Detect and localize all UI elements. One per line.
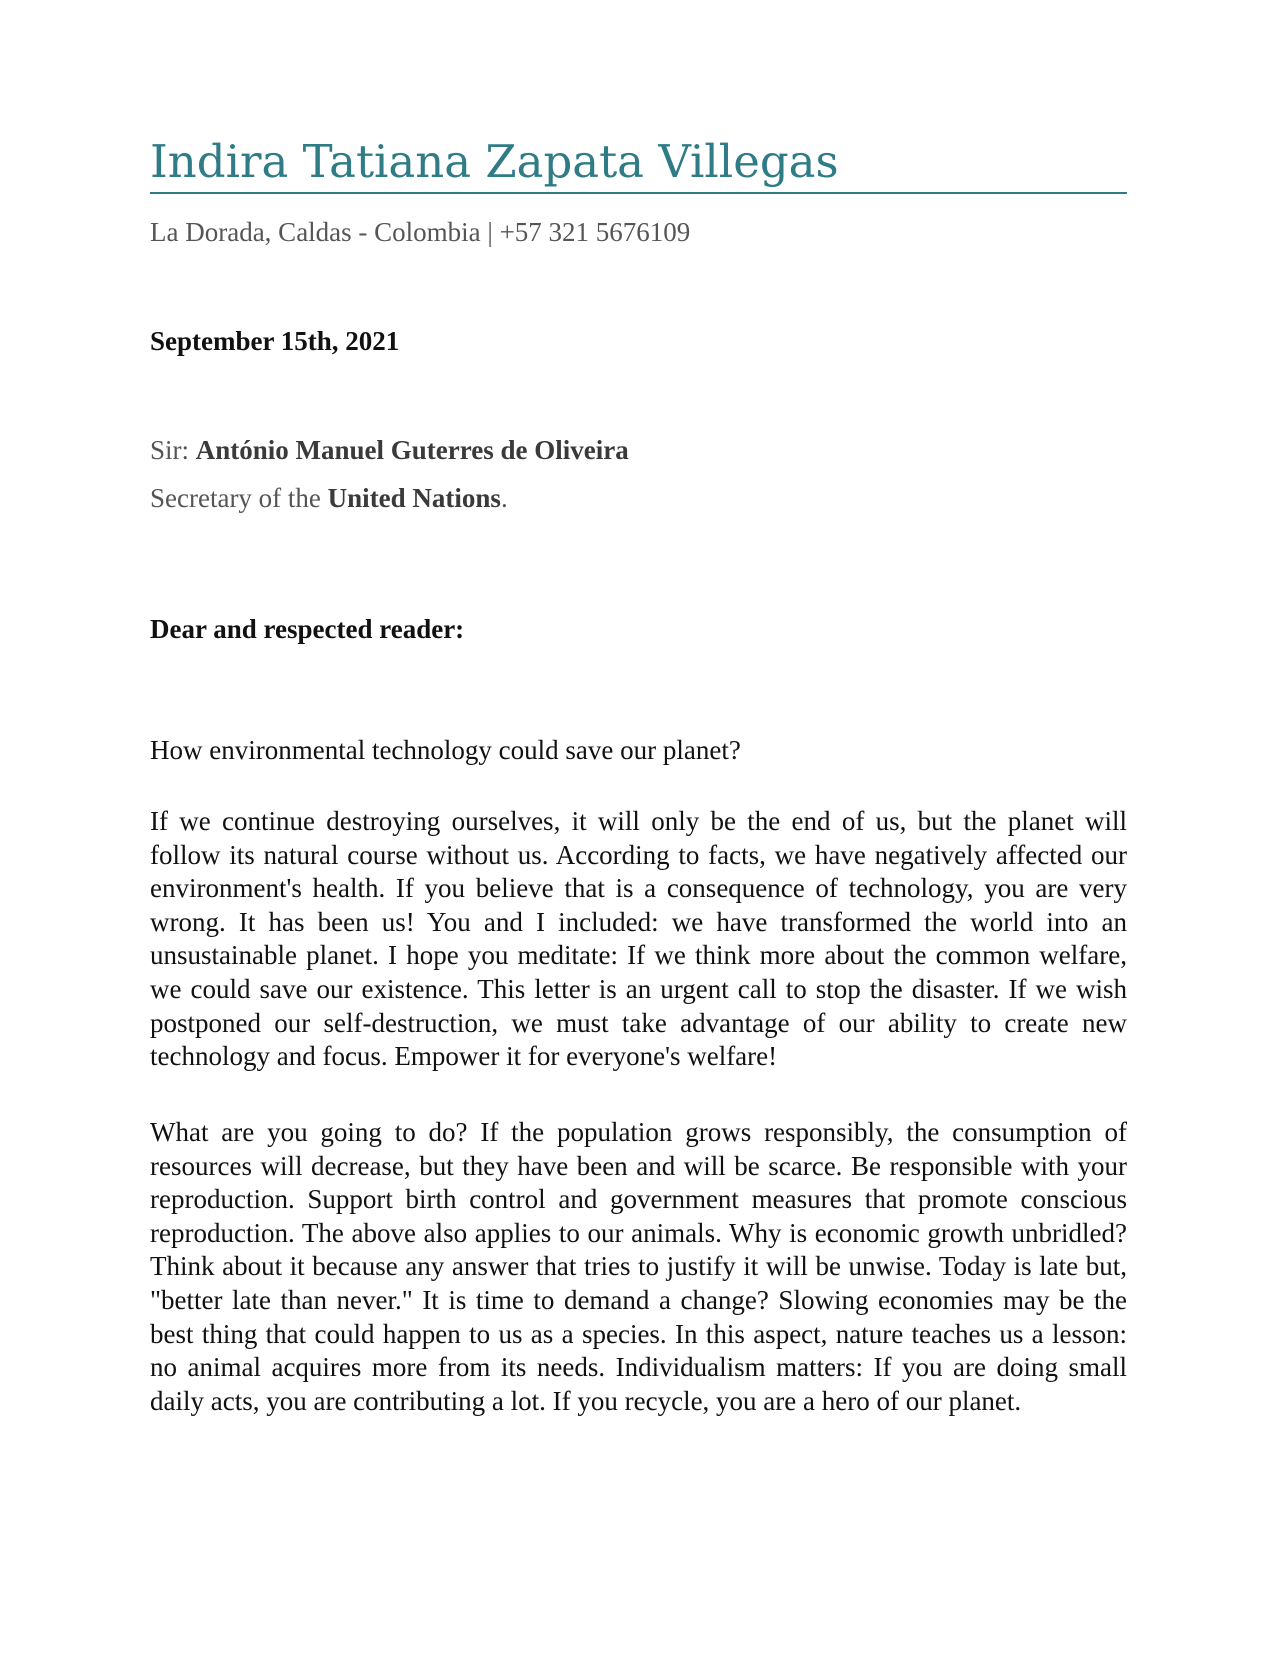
recipient-organization: United Nations — [327, 483, 501, 513]
sender-name: Indira Tatiana Zapata Villegas — [150, 134, 1127, 194]
recipient-title-suffix: . — [500, 483, 508, 513]
sender-contact: La Dorada, Caldas - Colombia | +57 321 5676109 — [150, 217, 691, 247]
recipient-title-line — [150, 481, 508, 515]
body-paragraph-2: What are you going to do? If the population grows responsibly, the consumption of resources will decrease, but they have been and will be scarce. Be responsible with your reproduction. Support birth control and government measures that promote conscious reproduction. The above also applies to our animals. Why is economic growth unbridled? Think about it because any answer that tries to justify it will be unwise. Today is late but, "better late than never." It is time to demand a change? Slowing economies may be the best thing that could happen to us as a species. In this aspect, nature teaches us a lesson: no animal acquires more from its needs. Individualism matters: If you are doing small daily acts, you are contributing a lot. If you recycle, you are a hero of our planet. — [150, 1117, 1127, 1416]
letter-date: September 15th, 2021 — [150, 326, 400, 356]
salutation: Dear and respected reader: — [150, 614, 465, 644]
body-paragraph-1: If we continue destroying ourselves, it will only be the end of us, but the planet will follow its natural course without us. According to facts, we have negatively affected our environment's health. If you believe that is a consequence of technology, you are very wrong. It has been us! You and I included: we have transformed the world into an unsustainable planet. I hope you meditate: If we think more about the common welfare, we could save our existence. This letter is an urgent call to stop the disaster. If we wish postponed our self-destruction, we must take advantage of our ability to create new technology and focus. Empower it for everyone's welfare! — [150, 806, 1127, 1072]
letter-question: How environmental technology could save our planet? — [150, 735, 741, 765]
recipient-line — [150, 433, 629, 467]
recipient-title-prefix: Secretary of the — [150, 483, 328, 513]
recipient-prefix: Sir: — [150, 435, 196, 465]
recipient-name: António Manuel Guterres de Oliveira — [195, 435, 629, 465]
